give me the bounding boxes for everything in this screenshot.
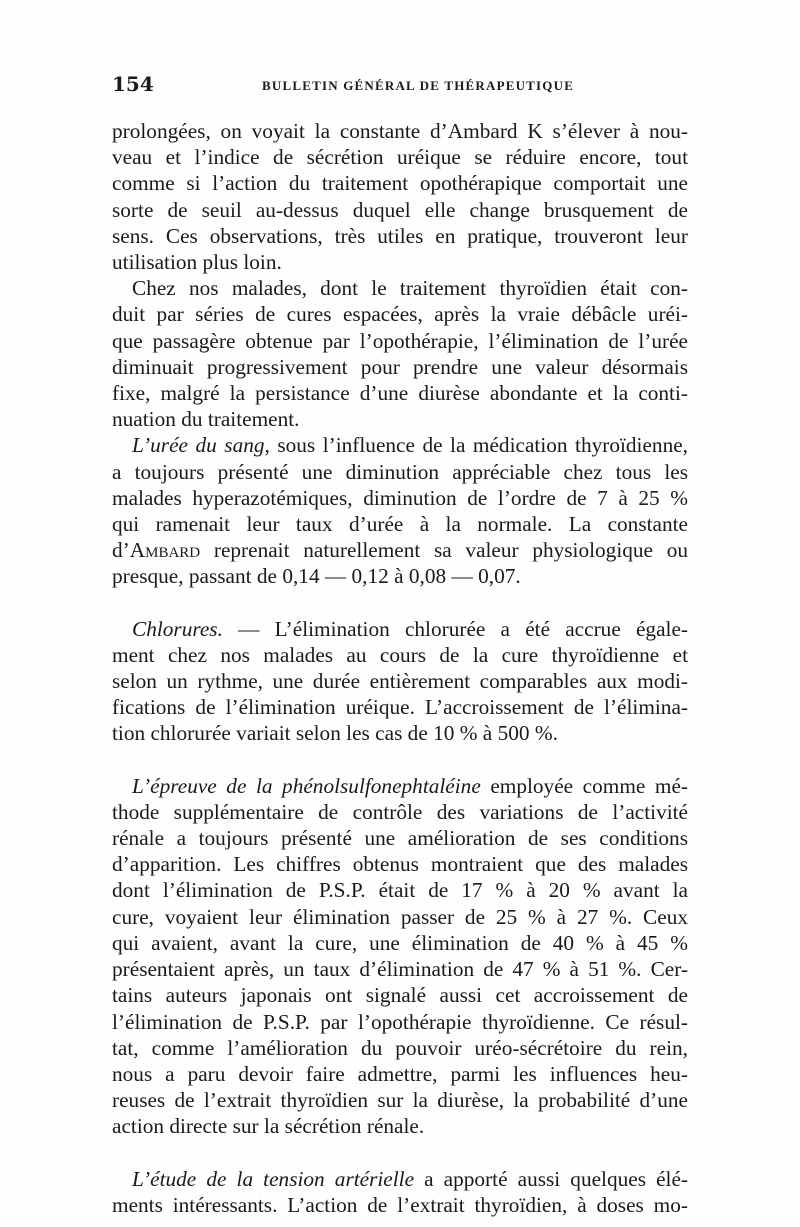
text-span: d’ — [112, 538, 130, 563]
section-heading-uree-du-sang: L’urée du sang, — [132, 433, 270, 458]
body-text — [112, 118, 688, 1218]
text-line: utilisation plus loin. — [112, 250, 282, 275]
text-line — [112, 432, 688, 458]
text-line: qui avaient, avant la cure, une élimination de 40 % à 45 % — [112, 930, 688, 955]
text-line: presque, passant de 0,14 — 0,12 à 0,08 — 0,07. — [112, 564, 521, 589]
text-line: Chez nos malades, dont le traitement thyroïdien était con- — [132, 276, 688, 301]
text-line: comme si l’action du traitement opothérapique comportait une — [112, 171, 688, 196]
text-line: thode supplémentaire de contrôle des variations de l’activité — [112, 799, 688, 824]
text-line: nuation du traitement. — [112, 407, 300, 432]
text-line: diminuait progressivement pour prendre une valeur désormais — [112, 354, 688, 379]
section-heading-chlorures: Chlorures. — [132, 616, 223, 641]
running-title: BULLETIN GÉNÉRAL DE THÉRAPEUTIQUE — [262, 78, 575, 93]
text-line: fixe, malgré la persistance d’une diurèse abondante et la conti- — [112, 381, 688, 406]
text-line: prolongées, on voyait la constante d’Ambard K s’élever à nou- — [112, 119, 688, 143]
text-line: que passagère obtenue par l’opothérapie, l’élimination de l’urée — [112, 328, 688, 353]
text-line — [112, 1166, 688, 1192]
text-line: sens. Ces observations, très utiles en pratique, trouveront leur — [112, 223, 688, 248]
text-line: dont l’élimination de P.S.P. était de 17 % à 20 % avant la — [112, 878, 688, 903]
text-line: malades hyperazotémiques, diminution de l’ordre de 7 à 25 % — [112, 485, 688, 510]
text-line: tion chlorurée variait selon les cas de 10 % à 500 %. — [112, 721, 558, 746]
text-line: qui ramenait leur taux d’urée à la normale. La constante — [112, 512, 688, 537]
page-header — [112, 72, 688, 100]
text-line: ment chez nos malades au cours de la cure thyroïdienne et — [112, 642, 688, 667]
text-line: l’élimination de P.S.P. par l’opothérapie thyroïdienne. Ce résul- — [112, 1009, 688, 1034]
text-line: tains auteurs japonais ont signalé aussi cet accroissement de — [112, 983, 688, 1008]
text-span: reprenait naturellement sa valeur physiologique ou — [200, 538, 688, 563]
text-line: cure, voyaient leur élimination passer de 25 % à 27 %. Ceux — [112, 904, 688, 929]
text-line: rénale a toujours présenté une amélioration de ses conditions — [112, 826, 688, 851]
text-line: présentaient après, un taux d’élimination de 47 % à 51 %. Cer- — [112, 957, 688, 982]
page-number: 154 — [112, 72, 154, 96]
text-line: sorte de seuil au-dessus duquel elle change brusquement de — [112, 197, 688, 222]
text-line: duit par séries de cures espacées, après la vraie débâcle uréi- — [112, 302, 688, 327]
text-span: employée comme mé- — [480, 773, 688, 798]
text-line: reuses de l’extrait thyroïdien sur la diurèse, la probabilité d’une — [112, 1088, 688, 1113]
text-line: action directe sur la sécrétion rénale. — [112, 1114, 425, 1139]
text-line: tat, comme l’amélioration du pouvoir uréo-sécrétoire du rein, — [112, 1035, 688, 1060]
text-span: a apporté aussi quelques élé- — [414, 1166, 688, 1191]
text-line — [112, 773, 688, 799]
text-line: ments intéressants. L’action de l’extrait thyroïdien, à doses mo- — [112, 1192, 688, 1217]
text-line: nous a paru devoir faire admettre, parmi les influences heu- — [112, 1061, 688, 1086]
text-span: — L’élimination chlorurée a été accrue égale- — [222, 616, 688, 641]
text-line: selon un rythme, une durée entièrement comparables aux modi- — [112, 669, 688, 694]
text-line: a toujours présenté une diminution appréciable chez tous les — [112, 459, 688, 484]
section-heading-tension: L’étude de la tension artérielle — [132, 1166, 415, 1191]
author-name: Ambard — [129, 538, 201, 563]
text-span: sous l’influence de la médication thyroïdienne, — [269, 433, 688, 458]
section-heading-epreuve: L’épreuve de la phénolsulfonephtaléine — [132, 773, 481, 798]
text-line: veau et l’indice de sécrétion uréique se réduire encore, tout — [112, 145, 688, 170]
text-line — [112, 537, 688, 563]
text-line — [112, 616, 688, 642]
text-line: fications de l’élimination uréique. L’accroissement de l’élimina- — [112, 695, 688, 720]
text-line: d’apparition. Les chiffres obtenus montraient que des malades — [112, 852, 688, 877]
